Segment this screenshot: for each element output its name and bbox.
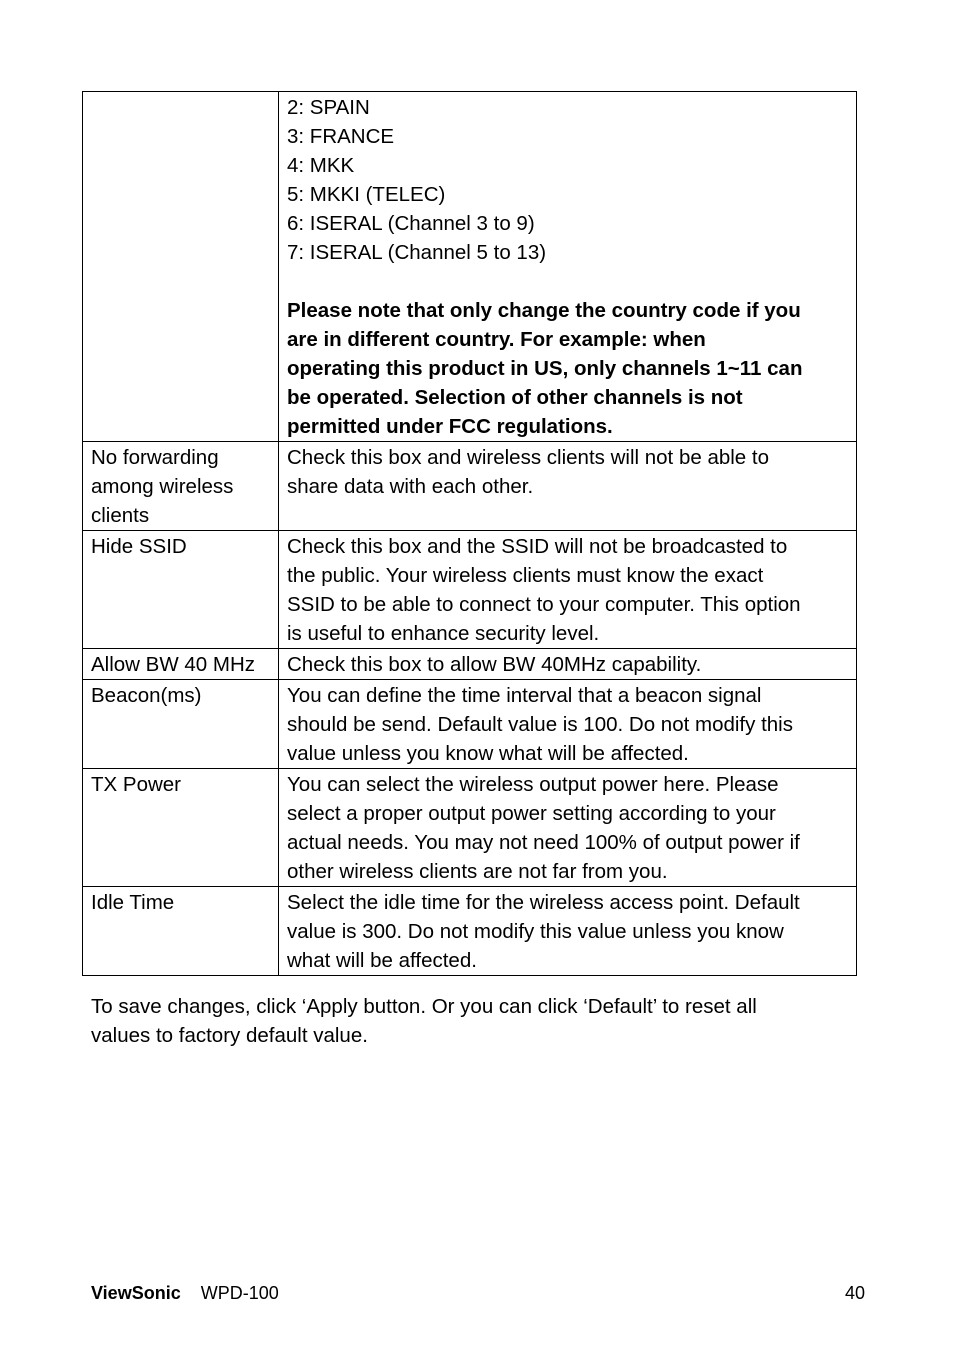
description-line: select a proper output power setting according to your bbox=[287, 802, 776, 825]
description-cell bbox=[279, 531, 857, 649]
country-option: 2: SPAIN bbox=[287, 96, 370, 119]
settings-table bbox=[82, 91, 857, 976]
description-line: SSID to be able to connect to your computer. This option bbox=[287, 593, 801, 616]
label-cell bbox=[83, 649, 279, 680]
description-line: other wireless clients are not far from you. bbox=[287, 860, 668, 883]
table-row-beacon bbox=[83, 680, 857, 769]
country-option: 5: MKKI (TELEC) bbox=[287, 183, 446, 206]
label-cell bbox=[83, 887, 279, 976]
table-row-tx-power bbox=[83, 769, 857, 887]
country-option: 3: FRANCE bbox=[287, 125, 395, 148]
page-number: 40 bbox=[844, 1283, 865, 1303]
description-line: actual needs. You may not need 100% of output power if bbox=[287, 831, 800, 854]
fcc-note-line: be operated. Selection of other channels is not bbox=[287, 386, 743, 409]
label-cell bbox=[83, 531, 279, 649]
table-row-country-continued bbox=[83, 92, 857, 442]
label-line: Beacon(ms) bbox=[91, 684, 202, 707]
label-cell bbox=[83, 442, 279, 531]
fcc-note-line: operating this product in US, only channels 1~11 can bbox=[287, 357, 803, 380]
description-cell bbox=[279, 887, 857, 976]
fcc-note-line: permitted under FCC regulations. bbox=[287, 415, 613, 438]
paragraph-line: values to factory default value. bbox=[91, 1024, 368, 1047]
label-line: among wireless bbox=[91, 475, 234, 498]
table-row-allow-bw bbox=[83, 649, 857, 680]
label-line: Idle Time bbox=[91, 891, 175, 914]
description-line: should be send. Default value is 100. Do not modify this bbox=[287, 713, 793, 736]
description-cell bbox=[279, 680, 857, 769]
label-cell-empty bbox=[83, 92, 279, 442]
country-option: 6: ISERAL (Channel 3 to 9) bbox=[287, 212, 535, 235]
label-cell bbox=[83, 769, 279, 887]
description-line: is useful to enhance security level. bbox=[287, 622, 600, 645]
description-line: Select the idle time for the wireless access point. Default bbox=[287, 891, 800, 914]
description-cell bbox=[279, 649, 857, 680]
fcc-note-line: are in different country. For example: when bbox=[287, 328, 706, 351]
table-row-idle-time bbox=[83, 887, 857, 976]
paragraph-line: To save changes, click ‘Apply button. Or you can click ‘Default’ to reset all bbox=[91, 995, 757, 1018]
model-name: WPD-100 bbox=[200, 1283, 279, 1303]
description-line: You can select the wireless output power here. Please bbox=[287, 773, 779, 796]
table-row-hide-ssid bbox=[83, 531, 857, 649]
description-line: the public. Your wireless clients must know the exact bbox=[287, 564, 764, 587]
description-line: Check this box and wireless clients will not be able to bbox=[287, 446, 769, 469]
spacer bbox=[287, 267, 848, 296]
country-code-cell bbox=[279, 92, 857, 442]
description-line: share data with each other. bbox=[287, 475, 534, 498]
description-line: value unless you know what will be affected. bbox=[287, 742, 689, 765]
description-line: what will be affected. bbox=[287, 949, 477, 972]
label-line: Allow BW 40 MHz bbox=[91, 653, 256, 676]
country-option: 4: MKK bbox=[287, 154, 355, 177]
label-cell bbox=[83, 680, 279, 769]
description-cell bbox=[279, 442, 857, 531]
fcc-note bbox=[287, 296, 848, 441]
page-footer bbox=[91, 1281, 865, 1305]
description-line: value is 300. Do not modify this value unless you know bbox=[287, 920, 784, 943]
fcc-note-line: Please note that only change the country code if you bbox=[287, 299, 801, 322]
table-row-no-forwarding bbox=[83, 442, 857, 531]
description-line: You can define the time interval that a beacon signal bbox=[287, 684, 762, 707]
brand-name: ViewSonic bbox=[91, 1283, 181, 1303]
label-line: clients bbox=[91, 504, 150, 527]
label-line: No forwarding bbox=[91, 446, 219, 469]
description-line: Check this box to allow BW 40MHz capability. bbox=[287, 653, 702, 676]
label-line: Hide SSID bbox=[91, 535, 187, 558]
label-line: TX Power bbox=[91, 773, 181, 796]
country-option: 7: ISERAL (Channel 5 to 13) bbox=[287, 241, 547, 264]
description-line: Check this box and the SSID will not be broadcasted to bbox=[287, 535, 788, 558]
description-cell bbox=[279, 769, 857, 887]
save-instructions bbox=[91, 992, 757, 1050]
